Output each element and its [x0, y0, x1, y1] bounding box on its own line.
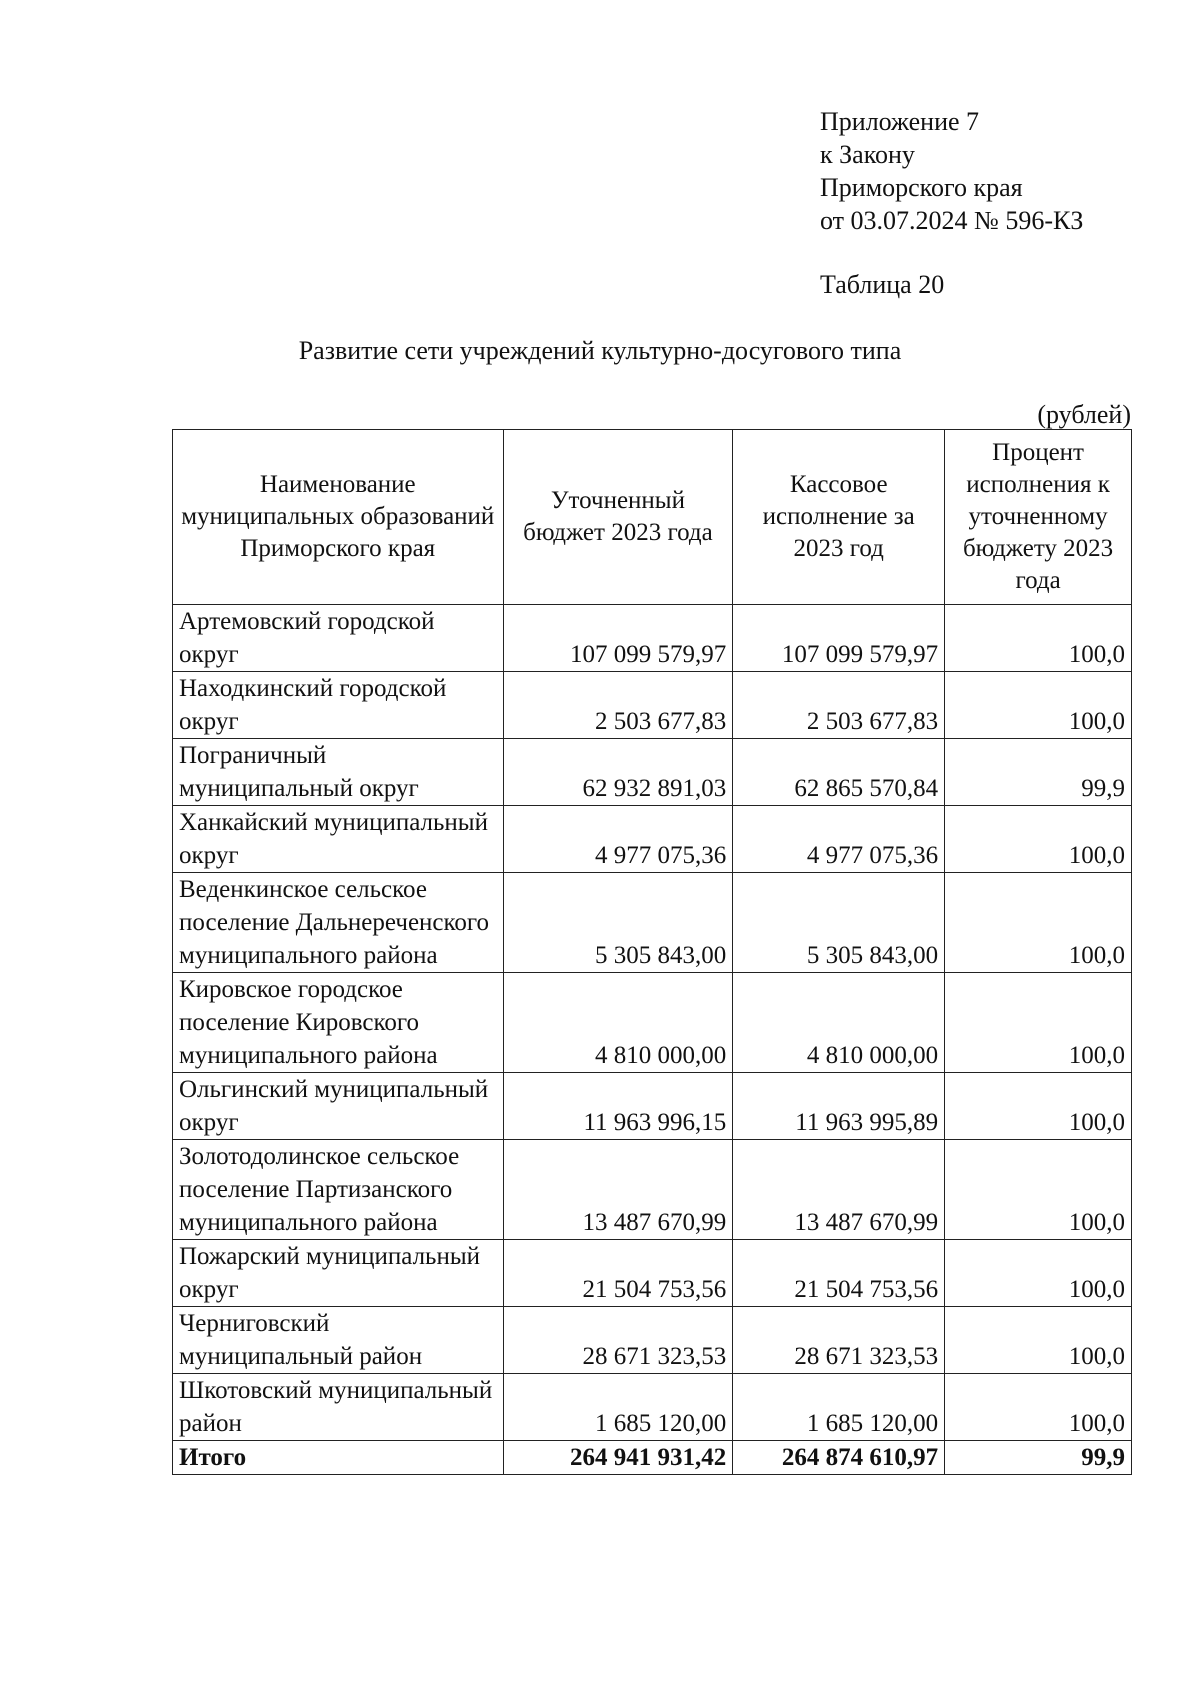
budget-cell: 13 487 670,99: [503, 1140, 733, 1240]
executed-cell: 4 977 075,36: [733, 806, 945, 873]
column-header-executed: Кассовое исполнение за 2023 год: [733, 430, 945, 605]
budget-cell: 107 099 579,97: [503, 605, 733, 672]
executed-cell: 5 305 843,00: [733, 873, 945, 973]
table-row: [173, 739, 1132, 806]
column-header-percent: Процент исполнения к уточненному бюджету 2023 года: [945, 430, 1132, 605]
total-executed-cell: 264 874 610,97: [733, 1441, 945, 1475]
executed-cell: 4 810 000,00: [733, 973, 945, 1073]
total-budget-cell: 264 941 931,42: [503, 1441, 733, 1475]
executed-cell: 1 685 120,00: [733, 1374, 945, 1441]
table-row: [173, 1374, 1132, 1441]
table-row: [173, 672, 1132, 739]
municipality-name-cell: Артемовский городской округ: [173, 605, 504, 672]
budget-cell: 28 671 323,53: [503, 1307, 733, 1374]
table-body: [173, 605, 1132, 1475]
percent-cell: 100,0: [945, 672, 1132, 739]
table-row: [173, 1240, 1132, 1307]
appendix-line: Приморского края: [820, 173, 1023, 202]
budget-cell: 4 977 075,36: [503, 806, 733, 873]
total-label-cell: Итого: [173, 1441, 504, 1475]
municipality-name-cell: Находкинский городской округ: [173, 672, 504, 739]
municipality-name-cell: Кировское городское поселение Кировского муниципального района: [173, 973, 504, 1073]
total-percent-cell: 99,9: [945, 1441, 1132, 1475]
budget-cell: 5 305 843,00: [503, 873, 733, 973]
table-row: [173, 1140, 1132, 1240]
executed-cell: 21 504 753,56: [733, 1240, 945, 1307]
table-row: [173, 1307, 1132, 1374]
budget-table: [172, 429, 1132, 1475]
executed-cell: 107 099 579,97: [733, 605, 945, 672]
appendix-line: к Закону: [820, 140, 915, 169]
municipality-name-cell: Шкотовский муниципальный район: [173, 1374, 504, 1441]
budget-cell: 62 932 891,03: [503, 739, 733, 806]
percent-cell: 100,0: [945, 1140, 1132, 1240]
table-row: [173, 973, 1132, 1073]
budget-cell: 2 503 677,83: [503, 672, 733, 739]
percent-cell: 100,0: [945, 605, 1132, 672]
executed-cell: 11 963 995,89: [733, 1073, 945, 1140]
municipality-name-cell: Ханкайский муниципальный округ: [173, 806, 504, 873]
column-header-municipality: Наименование муниципальных образований Приморского края: [173, 430, 504, 605]
units-label: (рублей): [1037, 400, 1131, 429]
percent-cell: 100,0: [945, 873, 1132, 973]
table-row: [173, 605, 1132, 672]
appendix-line: Приложение 7: [820, 107, 980, 136]
document-title: Развитие сети учреждений культурно-досугового типа: [298, 336, 902, 365]
percent-cell: 100,0: [945, 973, 1132, 1073]
total-row: [173, 1441, 1132, 1475]
percent-cell: 100,0: [945, 806, 1132, 873]
percent-cell: 100,0: [945, 1374, 1132, 1441]
table-number: Таблица 20: [820, 270, 945, 299]
table-row: [173, 1073, 1132, 1140]
percent-cell: 99,9: [945, 739, 1132, 806]
municipality-name-cell: Ольгинский муниципальный округ: [173, 1073, 504, 1140]
appendix-line: от 03.07.2024 № 596-КЗ: [820, 206, 1084, 235]
table-header-row: [173, 430, 1132, 605]
executed-cell: 2 503 677,83: [733, 672, 945, 739]
budget-cell: 11 963 996,15: [503, 1073, 733, 1140]
table-row: [173, 806, 1132, 873]
municipality-name-cell: Пограничный муниципальный округ: [173, 739, 504, 806]
executed-cell: 13 487 670,99: [733, 1140, 945, 1240]
municipality-name-cell: Пожарский муниципальный округ: [173, 1240, 504, 1307]
budget-cell: 4 810 000,00: [503, 973, 733, 1073]
budget-cell: 1 685 120,00: [503, 1374, 733, 1441]
municipality-name-cell: Веденкинское сельское поселение Дальнереченского муниципального района: [173, 873, 504, 973]
table-row: [173, 873, 1132, 973]
executed-cell: 28 671 323,53: [733, 1307, 945, 1374]
percent-cell: 100,0: [945, 1307, 1132, 1374]
appendix-block: [820, 105, 1083, 237]
percent-cell: 100,0: [945, 1240, 1132, 1307]
municipality-name-cell: Черниговский муниципальный район: [173, 1307, 504, 1374]
column-header-budget: Уточненный бюджет 2023 года: [503, 430, 733, 605]
budget-cell: 21 504 753,56: [503, 1240, 733, 1307]
executed-cell: 62 865 570,84: [733, 739, 945, 806]
percent-cell: 100,0: [945, 1073, 1132, 1140]
municipality-name-cell: Золотодолинское сельское поселение Партизанского муниципального района: [173, 1140, 504, 1240]
